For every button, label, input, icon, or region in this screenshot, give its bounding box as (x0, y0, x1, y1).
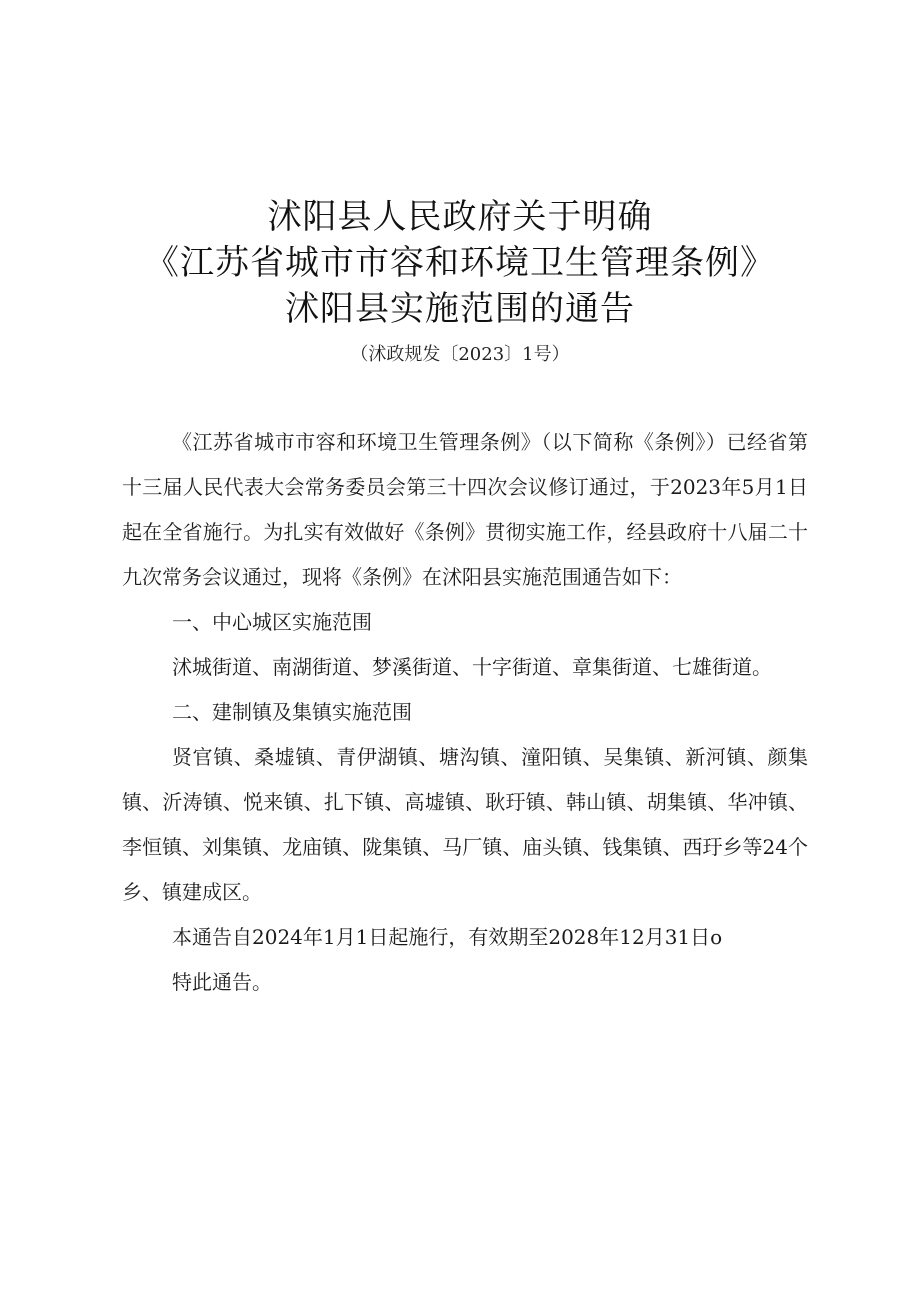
section-1-body: 沭城街道、南湖街道、梦溪街道、十字街道、章集街道、七雄街道。 (172, 655, 772, 679)
closing-paragraph: 特此通告。 (172, 970, 272, 994)
intro-paragraph: 《江苏省城市市容和环境卫生管理条例》（以下简称《条例》）已经省第十三届人民代表大会常务委员会第三十四次会议修订通过，于2023年5月1日起在全省施行。为扎实有效做好《条例》贯彻实施工作，经县政府十八届二十九次常务会议通过，现将《条例》在沭阳县实施范围通告如下： (122, 430, 808, 589)
section-2-body: 贤官镇、桑墟镇、青伊湖镇、塘沟镇、潼阳镇、吴集镇、新河镇、颜集镇、沂涛镇、悦来镇、扎下镇、高墟镇、耿玗镇、韩山镇、胡集镇、华冲镇、李恒镇、刘集镇、龙庙镇、陇集镇、马厂镇、庙头镇、钱集镇、西玗乡等24个乡、镇建成区。 (122, 745, 808, 904)
title-line-3: 沭阳县实施范围的通告 (285, 289, 635, 329)
document-body (122, 420, 808, 1005)
section-1-heading: 一、中心城区实施范围 (172, 610, 372, 634)
effective-date-paragraph: 本通告自2024年1月1日起施行，有效期至2028年12月31日o (172, 925, 723, 949)
document-title (0, 194, 920, 332)
title-line-1: 沭阳县人民政府关于明确 (267, 197, 653, 237)
title-line-2: 《江苏省城市市容和环境卫生管理条例》 (145, 243, 775, 283)
document-number: （沭政规发〔2023〕1号） (350, 344, 570, 365)
section-2-heading: 二、建制镇及集镇实施范围 (172, 700, 412, 724)
